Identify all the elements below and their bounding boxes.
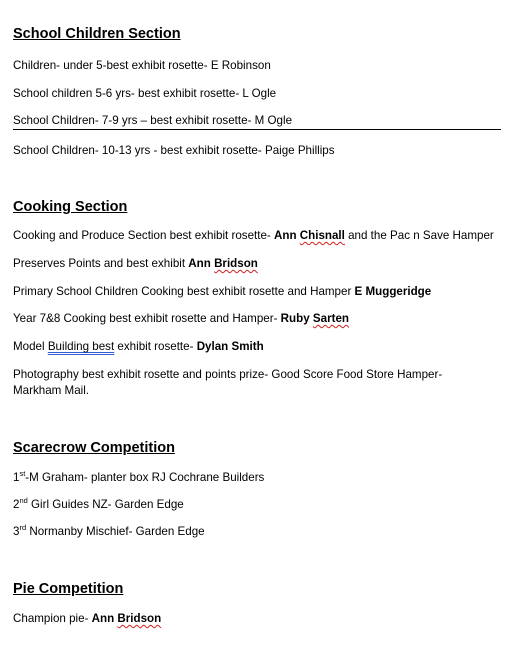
cooking-line-4-text: Year 7&8 Cooking best exhibit rosette and Hamper-	[13, 312, 281, 325]
section-heading-school-children: School Children Section	[13, 26, 181, 42]
cooking-line-3-text: Primary School Children Cooking best exhibit rosette and Hamper	[13, 285, 355, 298]
scarecrow-entry-3	[13, 524, 205, 540]
school-line-2: School children 5-6 yrs- best exhibit rosette- L Ogle	[13, 87, 277, 100]
winner-first-name: Ruby	[280, 312, 313, 325]
horizontal-rule	[13, 129, 501, 130]
cooking-line-1-suffix: and the Pac n Save Hamper	[344, 229, 494, 242]
winner-name	[274, 229, 345, 242]
winner-name: E Muggeridge	[354, 285, 432, 298]
winner-surname-spellcheck: Sarten	[312, 312, 349, 325]
cooking-line-6: Photography best exhibit rosette and points prize- Good Score Food Store Hamper-Markham Mail.	[13, 368, 443, 397]
place-number: 3	[13, 525, 20, 538]
cooking-line-1	[13, 228, 494, 244]
winner-name: Dylan Smith	[196, 340, 264, 353]
cooking-line-5	[13, 339, 264, 355]
winner-name	[281, 312, 349, 325]
winner-surname-spellcheck: Chisnall	[299, 229, 345, 242]
cooking-line-5-text: Model	[13, 340, 48, 353]
winner-first-name: Ann	[91, 612, 118, 625]
place-ordinal: rd	[19, 523, 27, 533]
scarecrow-entry-1	[13, 470, 264, 486]
pie-line-1-text: Champion pie-	[13, 612, 92, 625]
pie-line-1	[13, 611, 161, 627]
place-number: 2	[13, 498, 20, 511]
winner-surname-spellcheck: Bridson	[117, 612, 162, 625]
section-heading-pie: Pie Competition	[13, 581, 124, 597]
entry-text: -M Graham- planter box RJ Cochrane Builders	[25, 471, 265, 484]
place-number: 1	[13, 471, 20, 484]
place-ordinal: nd	[19, 496, 28, 506]
grammar-check-text: Building best	[47, 340, 115, 353]
entry-text: Girl Guides NZ- Garden Edge	[27, 498, 184, 511]
winner-surname-spellcheck: Bridson	[214, 257, 258, 270]
scarecrow-entry-2	[13, 497, 184, 513]
section-heading-cooking: Cooking Section	[13, 199, 128, 215]
winner-name	[92, 612, 162, 625]
place-ordinal: st	[19, 469, 26, 479]
cooking-line-2	[13, 256, 258, 272]
winner-first-name: Ann	[188, 257, 215, 270]
school-line-4: School Children- 10-13 yrs - best exhibit rosette- Paige Phillips	[13, 144, 335, 157]
cooking-line-5-mid: exhibit rosette-	[114, 340, 197, 353]
school-line-1: Children- under 5-best exhibit rosette- E Robinson	[13, 59, 271, 72]
entry-text: Normanby Mischief- Garden Edge	[26, 525, 205, 538]
school-line-3: School Children- 7-9 yrs – best exhibit rosette- M Ogle	[13, 114, 293, 127]
winner-name	[188, 257, 258, 270]
cooking-line-2-text: Preserves Points and best exhibit	[13, 257, 189, 270]
winner-first-name: Ann	[274, 229, 300, 242]
section-heading-scarecrow: Scarecrow Competition	[13, 440, 175, 456]
cooking-line-4	[13, 311, 349, 327]
cooking-line-3	[13, 284, 431, 300]
cooking-line-1-text: Cooking and Produce Section best exhibit rosette-	[13, 229, 275, 242]
